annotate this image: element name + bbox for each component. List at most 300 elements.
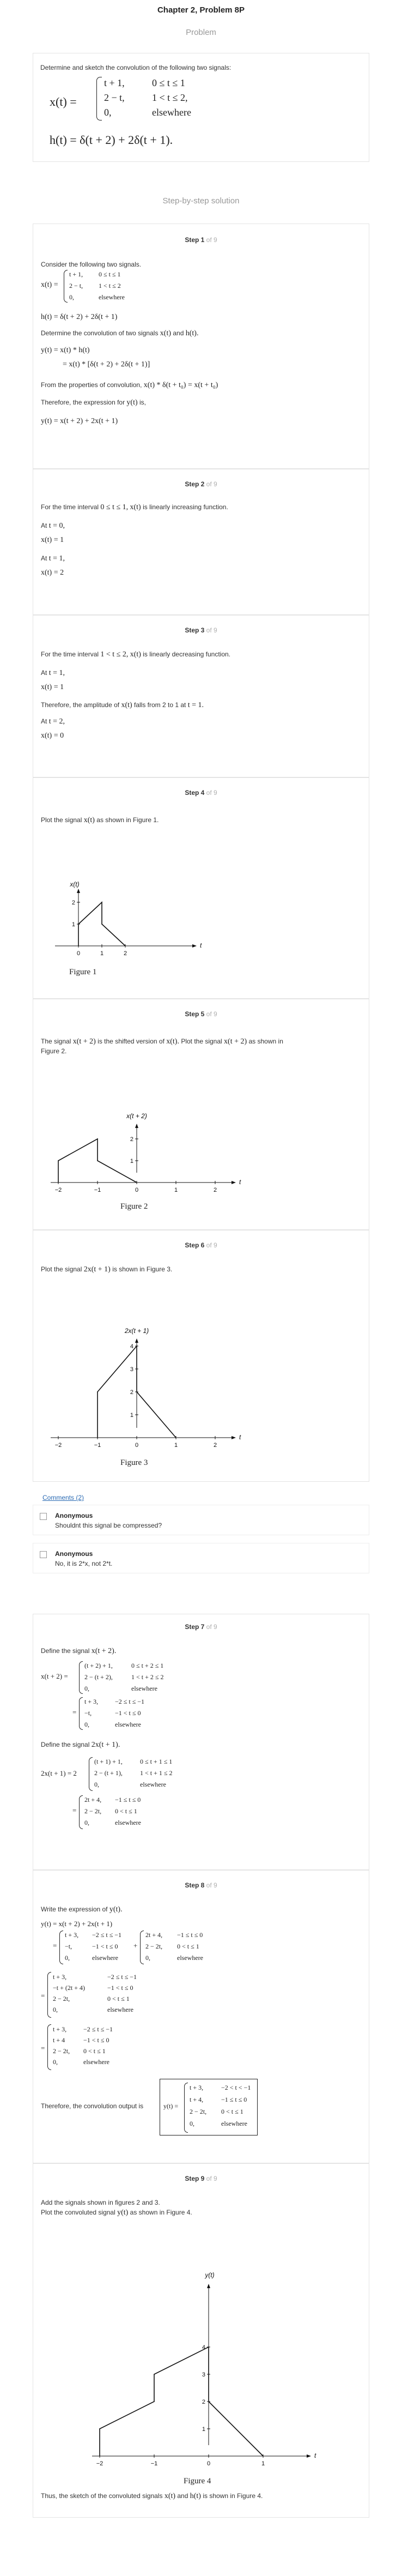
at-text: At [41,522,47,529]
signal: 2x(t + 1) [83,1265,111,1274]
step-1-result: y(t) = x(t + 2) + 2x(t + 1) [41,417,118,425]
text: as shown in [248,1037,283,1045]
text: is shown in Figure 4. [203,2492,263,2500]
step-4-text [41,816,159,825]
figure-1-caption: Figure 1 [69,968,97,976]
result-cond: elsewhere [221,2120,247,2127]
step-count: of 9 [206,626,217,634]
step-1-h-eq: h(t) = δ(t + 2) + 2δ(t + 1) [41,313,118,321]
problem-x-cond: elsewhere [152,107,191,118]
x-axis-label: t [200,942,202,949]
step-7-row: −t, [84,1709,92,1717]
result-brace [184,2083,188,2133]
step-7-cond: 0 ≤ t + 2 ≤ 1 [131,1662,164,1669]
step-number: Step 8 [185,1881,205,1889]
figure-2-plot [33,1058,370,1193]
result-lhs: y(t) = [163,2102,179,2110]
step-count: of 9 [206,1623,217,1631]
step-1-conv-line-1: y(t) = x(t) * h(t) [41,346,90,354]
x-axis-arrow-icon [307,2454,311,2458]
step-8-cond: elsewhere [83,2058,109,2066]
step-8-cond: −2 ≤ t ≤ −1 [107,1973,137,1981]
step-7-cond: 1 < t + 2 ≤ 2 [131,1673,164,1681]
step-3-at-1 [41,669,65,678]
x-tick-label: −1 [150,2460,158,2467]
step-7-row: 2 − (t + 2), [84,1673,113,1681]
step-3-value-1: x(t) = 1 [41,683,64,691]
step-8-row: 2t + 4, [145,1931,163,1939]
signal-h: h(t) [190,2492,201,2500]
equals-sign: = [41,2044,45,2052]
step-8-cond: −1 ≤ t ≤ 0 [177,1931,203,1939]
signal: 2x(t + 1). [91,1741,120,1749]
step-7-cond: −2 ≤ t ≤ −1 [115,1698,145,1705]
step-2-at-0 [41,522,65,530]
text: falls from 2 to 1 at [134,701,186,709]
step-8-cond: −2 ≤ t ≤ −1 [92,1931,122,1939]
step-7-cond: elsewhere [140,1781,166,1788]
equals-sign: = [41,1992,45,2000]
time-value: t = 1. [187,701,204,709]
problem-card [33,53,369,162]
step-number: Step 9 [185,2175,205,2182]
text: Thus, the sketch of the convoluted signals [41,2492,163,2500]
text: For the time interval [41,650,99,658]
figure-3-plot [33,1274,370,1454]
step-8-cond: 0 < t ≤ 1 [107,1995,130,2002]
step-8-eq-1: y(t) = x(t + 2) + 2x(t + 1) [41,1920,113,1928]
result-row: t + 4, [190,2096,204,2103]
x-axis-label: t [239,1433,241,1441]
step-number: Step 6 [185,1241,205,1249]
step-8-cond: elsewhere [107,2006,133,2013]
y-axis-arrow-icon [207,2284,210,2288]
figure-4-caption: Figure 4 [184,2477,211,2485]
signal-x: x(t) [130,503,141,511]
chapter-title: Chapter 2, Problem 8P [157,5,245,15]
y-tick-label: 2 [71,900,75,906]
step-1-header [33,236,369,244]
x-tick-label: 2 [123,950,127,956]
step-1-x-cond: 1 < t ≤ 2 [99,282,121,289]
step-7-x1-lhs: 2x(t + 1) = 2 [41,1769,77,1777]
step-3-falls [41,701,204,710]
step-1-x-cond: 0 ≤ t ≤ 1 [99,270,121,278]
signal-x: x(t) [130,650,141,659]
step-4-card [33,777,369,999]
step-7-row: 2 − 2t, [84,1807,102,1815]
step-count: of 9 [206,1010,217,1018]
x-tick-label: 0 [76,950,81,956]
step-8-cond: −1 < t ≤ 0 [83,2036,109,2044]
and-text: and [173,329,184,337]
result-cond: −1 ≤ t ≤ 0 [221,2096,247,2103]
problem-x-cond: 1 < t ≤ 2, [152,92,188,103]
y-axis-arrow-icon [77,889,80,893]
data-point [58,1182,59,1183]
step-count: of 9 [206,789,217,797]
step-1-x-lhs: x(t) = [41,281,58,289]
at-text: At [41,669,47,677]
step-9-text-2 [41,2209,192,2217]
step-number: Step 5 [185,1010,205,1018]
signal-x: x(t) [160,329,172,337]
step-count: of 9 [206,480,217,488]
step-number: Step 4 [185,789,205,797]
determine-text: Determine the convolution of two signals [41,329,159,337]
step-7-row: (t + 1) + 1, [94,1758,123,1765]
step-8-row: 0, [65,1954,70,1962]
step-1-x-row: 0, [69,293,74,301]
step-1-x-row: 2 − t, [69,282,83,289]
x-tick-label: −1 [94,1442,101,1449]
step-8-row: t + 3, [53,2025,67,2033]
figure-2-caption: Figure 2 [120,1202,148,1211]
step-9-text-3 [41,2492,263,2501]
signal-x: x(t) [121,701,132,709]
data-point [263,2456,264,2457]
step-count: of 9 [206,2175,217,2182]
data-point [97,1391,98,1392]
comment-avatar-icon [40,1513,47,1520]
data-point [99,2428,100,2429]
equals-sign: = [72,1806,77,1814]
step-2-card [33,469,369,615]
step-9-header [33,2175,369,2182]
step-8-row: 0, [53,2006,58,2013]
step-1-x-row: t + 1, [69,270,83,278]
time-value: t = 0, [48,522,65,530]
step-8-row: t + 3, [65,1931,79,1939]
comment-author[interactable]: Anonymous [55,1512,93,1519]
step-7-row: 0, [94,1781,99,1788]
step-7-brace [79,1697,83,1730]
step-7-define-1 [41,1647,116,1656]
step-8-cond: elsewhere [177,1954,203,1962]
step-2-header [33,480,369,488]
at-text: At [41,554,47,562]
text: is linearly increasing function. [143,503,228,511]
step-8-header [33,1881,369,1889]
step-8-cond: elsewhere [92,1954,118,1962]
comment-avatar-icon [40,1551,47,1558]
step-8-cond: −2 ≤ t ≤ −1 [83,2025,113,2033]
data-point [125,945,126,946]
data-point [136,1182,137,1183]
step-5-text-2: Figure 2. [41,1047,67,1055]
step-3-card [33,615,369,777]
x-axis-arrow-icon [232,1436,236,1439]
data-point [154,2401,155,2402]
step-8-cond: −1 < t ≤ 0 [107,1984,133,1992]
y-axis-arrow-icon [135,1338,138,1343]
step-8-row: −t, [65,1942,72,1950]
text: Write the expression of [41,1905,108,1913]
text: is linearly decreasing function. [143,650,231,658]
y-tick-label: 1 [130,1412,133,1419]
step-8-row: t + 4 [53,2036,65,2044]
problem-x-cond: 0 ≤ t ≤ 1 [152,77,185,88]
text: For the time interval [41,503,99,511]
step-8-cond: −1 < t ≤ 0 [92,1942,118,1950]
step-3-value-2: x(t) = 0 [41,732,64,740]
step-7-row: (t + 2) + 1, [84,1662,113,1669]
y-axis-arrow-icon [135,1124,138,1128]
data-point [101,902,102,903]
step-5-card [33,999,369,1230]
problem-x-row: t + 1, [104,77,125,88]
data-point [78,924,79,925]
signal-y: y(t). [109,1905,123,1914]
x-tick-label: 2 [213,1442,217,1449]
signal: x(t + 2) [72,1037,96,1046]
step-8-row: 2 − 2t, [53,2047,70,2055]
y-tick-label: 3 [202,2372,205,2378]
data-point [78,945,79,946]
step-7-brace [79,1795,83,1829]
x-tick-label: 1 [100,950,104,956]
step-7-cond: elsewhere [115,1819,141,1826]
step-7-cond: 0 ≤ t + 1 ≤ 1 [140,1758,173,1765]
step-8-brace [59,1931,63,1964]
y-axis-label: x(t + 2) [126,1112,147,1120]
step-8-brace [47,1972,51,2018]
step-7-row: 2t + 4, [84,1796,102,1803]
signal-y: y(t) [117,2209,129,2217]
step-1-therefore [41,399,146,407]
signal-y: y(t) [126,399,138,407]
y-tick-label: 3 [130,1366,133,1373]
comment-text: Shouldnt this signal be compressed? [55,1522,162,1529]
y-axis-label: y(t) [205,2271,215,2279]
comments-link[interactable]: Comments (2) [42,1494,84,1501]
problem-prompt: Determine and sketch the convolution of the following two signals: [40,64,232,71]
x-tick-label: 1 [174,1442,178,1449]
step-number: Step 1 [185,236,205,244]
step-7-header [33,1623,369,1631]
comment-text: No, it is 2*x, not 2*t. [55,1560,113,1567]
text: Define the signal [41,1647,90,1655]
data-point [136,1346,137,1347]
problem-h-eq: h(t) = δ(t + 2) + 2δ(t + 1). [50,133,173,147]
step-7-cond: elsewhere [131,1685,157,1692]
step-2-value-1: x(t) = 2 [41,569,64,577]
y-axis-label: x(t) [70,880,80,888]
y-tick-label: 2 [202,2399,205,2405]
step-9-text-1: Add the signals shown in figures 2 and 3. [41,2199,160,2206]
step-7-define-2 [41,1741,120,1749]
signal-x: x(t) [83,816,95,824]
step-number: Step 2 [185,480,205,488]
step-7-cond: −1 ≤ t ≤ 0 [115,1796,141,1803]
step-2-at-1 [41,554,65,563]
result-cond: −2 < t < −1 [221,2084,251,2091]
data-point [136,1391,137,1392]
time-value: t = 2, [48,717,65,726]
step-7-row: 0, [84,1685,89,1692]
equals-sign: = [53,1941,57,1950]
step-7-brace [89,1757,93,1791]
result-cond: 0 < t ≤ 1 [221,2108,243,2115]
step-7-x2-lhs: x(t + 2) = [41,1672,68,1680]
data-point [208,2346,209,2348]
interval: 1 < t ≤ 2, [100,650,129,659]
step-2-text [41,503,228,512]
data-point [101,924,102,925]
result-row: 2 − 2t, [190,2108,207,2115]
step-6-header [33,1241,369,1249]
step-7-row: 2 − (t + 1), [94,1769,123,1777]
data-point [99,2456,100,2457]
data-point [208,2401,209,2402]
step-3-at-2 [41,717,65,726]
equals-sign: = [72,1708,77,1716]
text: as shown in Figure 1. [96,816,159,824]
step-8-cond: 0 < t ≤ 1 [83,2047,106,2055]
step-4-header [33,789,369,797]
step-7-row: 0, [84,1721,89,1728]
step-1-conv-line-2: = x(t) * [δ(t + 2) + 2δ(t + 1)] [63,360,150,369]
step-7-cond: elsewhere [115,1721,141,1728]
x-tick-label: 0 [135,1187,139,1193]
signal: x(t + 2) [224,1037,247,1046]
step-1-x-cond: elsewhere [99,293,125,301]
data-point [97,1160,98,1161]
data-point [97,1437,98,1438]
step-6-card [33,1230,369,1482]
step-7-cond: 1 < t + 1 ≤ 2 [140,1769,173,1777]
y-tick-label: 1 [202,2426,205,2433]
x-tick-label: −2 [54,1187,62,1193]
step-1-card [33,224,369,469]
step-8-row: 0, [145,1954,150,1962]
step-2-value-0: x(t) = 1 [41,536,64,544]
data-point [154,2374,155,2375]
step-8-row: −t + (2t + 4) [53,1984,85,1992]
step-count: of 9 [206,1241,217,1249]
x-tick-label: −1 [94,1187,101,1193]
property-eq: x(t) * δ(t + t₀) = x(t + t₀) [143,381,218,389]
x-axis-arrow-icon [192,944,197,948]
x-axis-label: t [314,2452,316,2459]
x-axis-label: t [239,1178,241,1186]
time-value: t = 1, [48,669,65,677]
x-tick-label: 0 [206,2460,211,2467]
step-number: Step 7 [185,1623,205,1631]
step-1-determine [41,329,198,338]
y-axis-label: 2x(t + 1) [124,1327,149,1335]
step-1-intro: Consider the following two signals. [41,261,142,268]
figure-3-caption: Figure 3 [120,1458,148,1467]
text: Plot the signal [41,1265,82,1273]
problem-x-brace [96,77,102,120]
step-7-card [33,1614,369,1870]
figure-4-plot [33,2218,370,2475]
signal: x(t + 2). [91,1647,117,1655]
step-8-row: t + 3, [53,1973,67,1981]
property-text: From the properties of convolution, [41,381,142,389]
step-3-text [41,650,230,659]
text: The signal [41,1037,71,1045]
step-9-card [33,2163,369,2518]
step-8-card [33,1870,369,2163]
comment-author[interactable]: Anonymous [55,1550,93,1558]
text: Define the signal [41,1741,90,1748]
time-value: t = 1, [48,554,65,563]
comment-item [33,1543,369,1573]
step-8-row: 2 − 2t, [53,1995,70,2002]
x-tick-label: 0 [135,1442,139,1449]
y-tick-label: 2 [130,1389,133,1396]
step-count: of 9 [206,236,217,244]
step-7-brace [79,1661,83,1694]
text: as shown in Figure 4. [130,2209,192,2216]
interval: 0 ≤ t ≤ 1, [100,503,129,511]
step-6-text [41,1265,172,1274]
step-1-brace [64,270,68,303]
result-row: t + 3, [190,2084,204,2091]
y-tick-label: 1 [71,921,75,928]
step-1-property [41,381,218,390]
text: is shown in Figure 3. [112,1265,173,1273]
result-row: 0, [190,2120,194,2127]
step-8-therefore: Therefore, the convolution output is [41,2102,144,2110]
data-point [97,1138,98,1139]
step-8-result-box [160,2079,258,2135]
at-text: At [41,717,47,725]
figure-1-plot [33,830,370,956]
problem-x-lhs: x(t) = [50,95,77,108]
problem-x-row: 0, [104,107,112,118]
step-7-cond: −1 < t ≤ 0 [115,1709,141,1717]
step-count: of 9 [206,1881,217,1889]
data-point [58,1160,59,1161]
step-5-header [33,1010,369,1018]
step-8-cond: 0 < t ≤ 1 [177,1942,199,1950]
step-8-write [41,1905,123,1914]
data-point [175,1437,176,1438]
signal: x(t). [166,1037,179,1046]
signal-h: h(t). [185,329,199,337]
signal-x: x(t) [164,2492,176,2500]
problem-x-row: 2 − t, [104,92,125,103]
step-5-text [41,1037,283,1046]
is-text: is, [139,399,146,406]
x-tick-label: −2 [96,2460,103,2467]
x-tick-label: 2 [213,1187,217,1193]
y-tick-label: 1 [130,1158,133,1165]
solution-heading: Step-by-step solution [162,196,240,206]
step-3-header [33,626,369,634]
plus-sign: + [133,1941,138,1950]
step-number: Step 3 [185,626,205,634]
y-tick-label: 4 [202,2344,205,2351]
step-8-brace [47,2024,51,2070]
text: Plot the signal [181,1037,222,1045]
therefore-text: Therefore, the expression for [41,399,125,406]
text: Therefore, the amplitude of [41,701,120,709]
x-axis-arrow-icon [232,1181,236,1184]
text: Plot the signal [41,816,82,824]
x-tick-label: 1 [261,2460,265,2467]
step-8-row: 2 − 2t, [145,1942,163,1950]
y-tick-label: 2 [130,1136,133,1143]
problem-heading: Problem [186,28,216,37]
step-8-brace [140,1931,144,1964]
x-tick-label: 1 [174,1187,178,1193]
step-7-row: 0, [84,1819,89,1826]
step-7-cond: 0 < t ≤ 1 [115,1807,137,1815]
